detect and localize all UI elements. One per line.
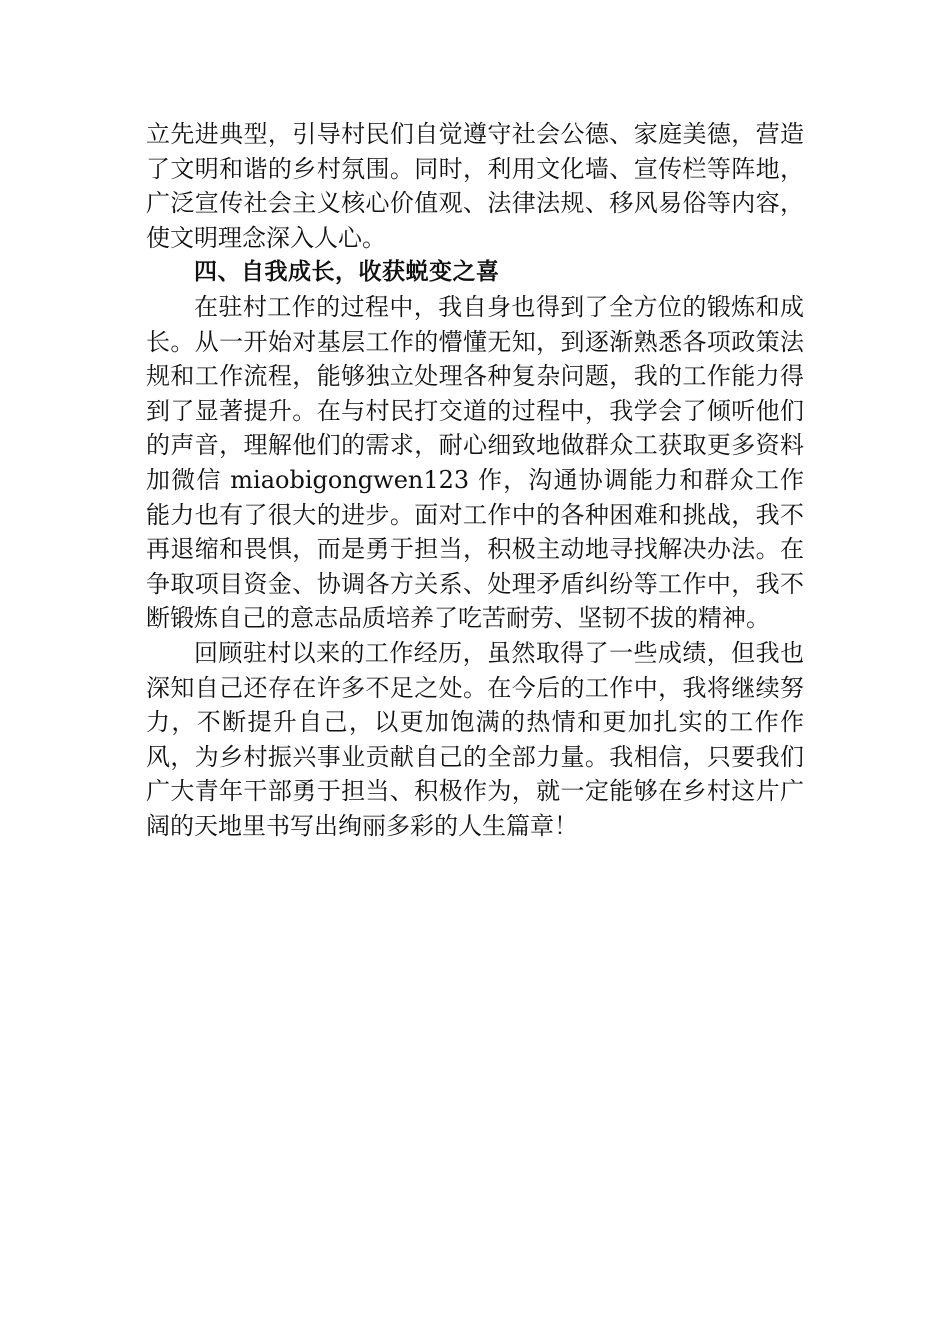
paragraph-continued: 立先进典型，引导村民们自觉遵守社会公德、家庭美德，营造了文明和谐的乡村氛围。同时，利用文化墙、宣传栏等阵地，广泛宣传社会主义核心价值观、法律法规、移风易俗等内容，使文明理念深入人心。: [146, 120, 804, 252]
paragraph-review: 回顾驻村以来的工作经历，虽然取得了一些成绩，但我也深知自己还存在许多不足之处。在今后的工作中，我将继续努力，不断提升自己，以更加饱满的热情和更加扎实的工作作风，为乡村振兴事业贡献自己的全部力量。我相信，只要我们广大青年干部勇于担当、积极作为，就一定能够在乡村这片广阔的天地里书写出绚丽多彩的人生篇章！: [146, 638, 804, 840]
paragraph-self-growth: 在驻村工作的过程中，我自身也得到了全方位的锻炼和成长。从一开始对基层工作的懵懂无知，到逐渐熟悉各项政策法规和工作流程，能够独立处理各种复杂问题，我的工作能力得到了显著提升。在与村民打交道的过程中，我学会了倾听他们的声音，理解他们的需求，耐心细致地做群众工获取更多资料加微信 miaobigongwen123 作，沟通协调能力和群众工作能力也有了很大的进步。面对工作中的各种困难和挑战，我不再退缩和畏惧，而是勇于担当，积极主动地寻找解决办法。在争取项目资金、协调各方关系、处理矛盾纠纷等工作中，我不断锻炼自己的意志品质培养了吃苦耐劳、坚韧不拔的精神。: [146, 292, 804, 633]
document-body: [146, 117, 804, 843]
section-heading: 四、自我成长，收获蜕变之喜: [194, 259, 500, 286]
